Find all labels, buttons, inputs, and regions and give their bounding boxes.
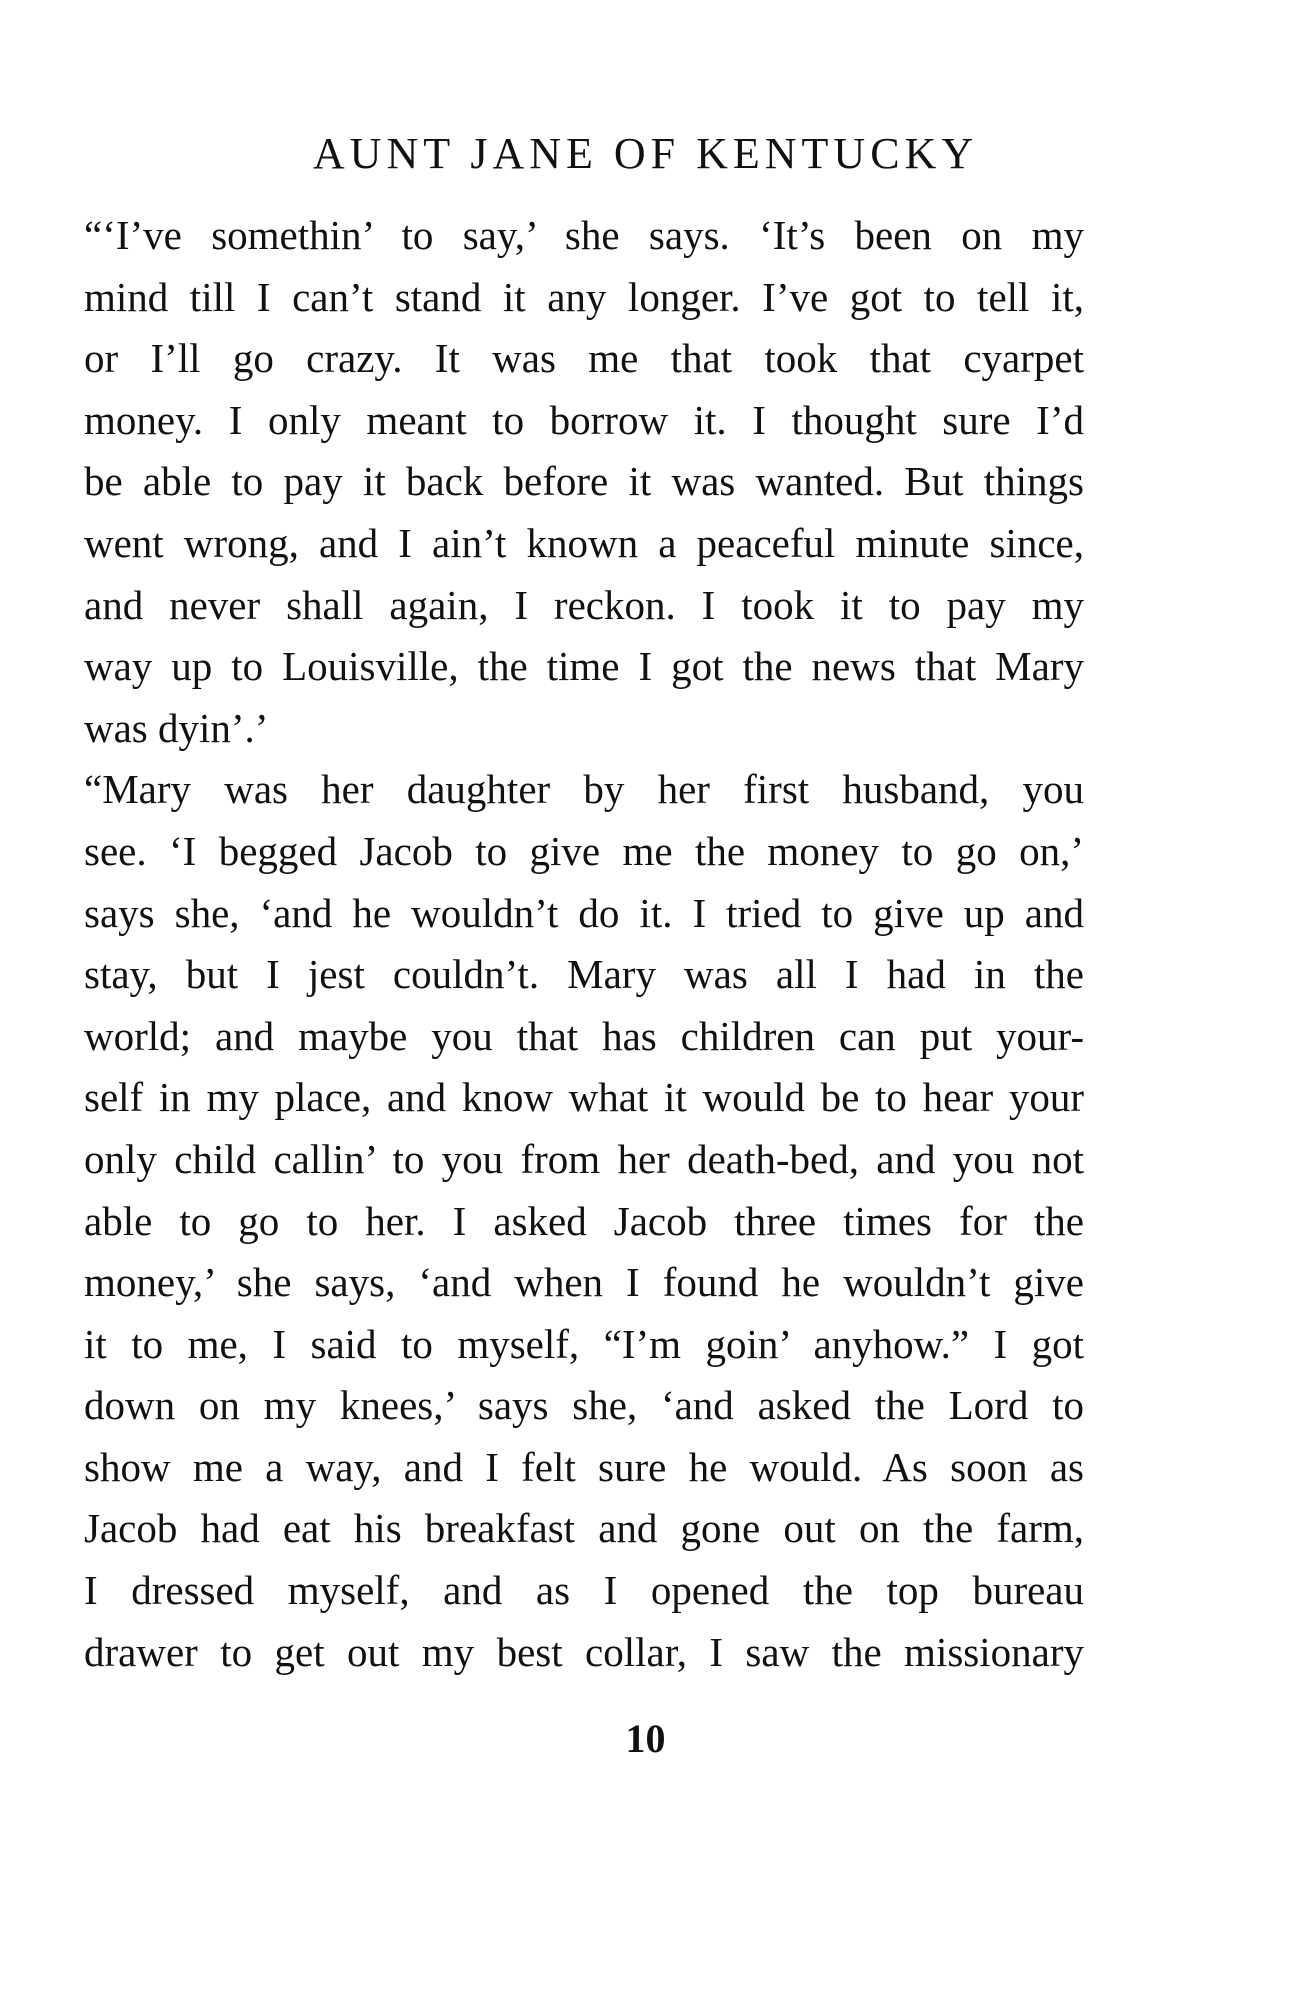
- text-line: was dyin’.’: [84, 704, 269, 751]
- text-line: only child callin’ to you from her death-bed, and you not: [84, 1135, 1084, 1182]
- text-line: “‘I’ve somethin’ to say,’ she says. ‘It’s been on my: [84, 212, 1084, 258]
- text-line: and never shall again, I reckon. I took it to pay my: [84, 581, 1084, 628]
- text-line: money,’ she says, ‘and when I found he wouldn’t give: [84, 1259, 1084, 1306]
- text-line: Jacob had eat his breakfast and gone out on the farm,: [84, 1505, 1084, 1552]
- running-head: AUNT JANE OF KENTUCKY: [312, 129, 979, 178]
- text-line: show me a way, and I felt sure he would. As soon as: [84, 1443, 1084, 1490]
- text-line: went wrong, and I ain’t known a peaceful minute since,: [84, 519, 1084, 566]
- text-line: or I’ll go crazy. It was me that took that cyarpet: [84, 335, 1084, 382]
- text-line: down on my knees,’ says she, ‘and asked the Lord to: [84, 1382, 1084, 1429]
- body-text: [84, 205, 1084, 1683]
- text-line: way up to Louisville, the time I got the news that Mary: [84, 643, 1084, 690]
- text-line: stay, but I jest couldn’t. Mary was all I had in the: [84, 951, 1084, 998]
- text-line: “Mary was her daughter by her first husband, you: [84, 766, 1084, 813]
- text-line: be able to pay it back before it was wanted. But things: [84, 458, 1084, 505]
- text-line: it to me, I said to myself, “I’m goin’ anyhow.” I got: [84, 1320, 1084, 1367]
- text-line: money. I only meant to borrow it. I thought sure I’d: [84, 396, 1084, 443]
- text-line: says she, ‘and he wouldn’t do it. I tried to give up and: [84, 889, 1084, 936]
- text-line: mind till I can’t stand it any longer. I’ve got to tell it,: [84, 273, 1084, 320]
- text-line: able to go to her. I asked Jacob three times for the: [84, 1197, 1084, 1244]
- text-line: see. ‘I begged Jacob to give me the money to go on,’: [84, 827, 1084, 874]
- text-line: world; and maybe you that has children can put your-: [84, 1012, 1084, 1059]
- text-line: drawer to get out my best collar, I saw the missionary: [84, 1628, 1084, 1675]
- text-line: self in my place, and know what it would be to hear your: [84, 1074, 1084, 1121]
- page-number: 10: [625, 1716, 666, 1761]
- text-line: I dressed myself, and as I opened the top bureau: [84, 1567, 1084, 1614]
